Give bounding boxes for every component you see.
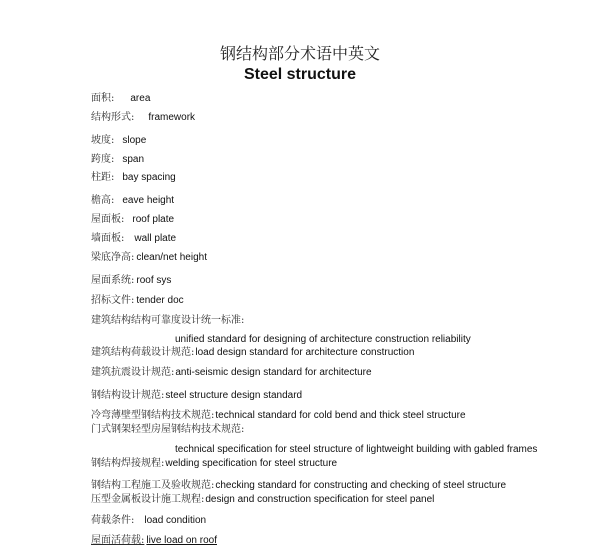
- term-row: [91, 111, 195, 124]
- title-english: Steel structure: [243, 66, 357, 83]
- term-en: framework: [148, 112, 196, 123]
- term-en: technical standard for cold bend and thick steel structure: [215, 410, 466, 421]
- term-cn: 荷载条件:: [91, 515, 135, 526]
- term-en: area: [130, 93, 151, 104]
- term-en: welding specification for steel structure: [165, 458, 338, 469]
- term-row: [91, 92, 150, 105]
- term-en: technical specification for steel structure of lightweight building with gabled frames: [175, 444, 538, 455]
- term-row: [91, 457, 337, 470]
- term-row: [91, 423, 244, 436]
- term-en: wall plate: [134, 233, 177, 244]
- term-row: [91, 134, 146, 147]
- term-cn: 坡度:: [91, 135, 115, 146]
- term-cn: 屋面板:: [91, 214, 125, 225]
- term-en: live load on roof: [146, 535, 217, 546]
- term-row: [91, 366, 372, 379]
- term-en: clean/net height: [136, 252, 207, 263]
- term-cn: 柱距:: [91, 172, 115, 183]
- term-cn: 屋面活荷载:: [91, 535, 145, 546]
- term-en: roof sys: [136, 275, 172, 286]
- term-row: [91, 409, 466, 422]
- term-cn: 结构形式:: [91, 112, 135, 123]
- term-cn: 面积:: [91, 93, 115, 104]
- term-row: [91, 153, 144, 166]
- term-en: roof plate: [132, 214, 175, 225]
- term-cn: 钢结构工程施工及验收规范:: [91, 480, 215, 491]
- term-row: [91, 346, 414, 359]
- term-cn: 门式钢架轻型房屋钢结构技术规范:: [91, 424, 245, 435]
- term-cn: 冷弯薄壁型钢结构技术规范:: [91, 410, 215, 421]
- term-en: eave height: [122, 195, 175, 206]
- term-row: [91, 514, 206, 527]
- term-row: [91, 389, 302, 402]
- term-row: [91, 479, 506, 492]
- term-row: [91, 251, 207, 264]
- term-cn: 压型金属板设计施工规程:: [91, 494, 205, 505]
- term-row-continuation: [175, 443, 537, 456]
- term-en: unified standard for designing of architecture construction reliability: [175, 334, 471, 345]
- term-cn: 跨度:: [91, 154, 115, 165]
- term-row: [91, 171, 176, 184]
- term-row: [91, 314, 244, 327]
- term-en: design and construction specification for steel panel: [205, 494, 435, 505]
- term-en: anti-seismic design standard for architecture: [175, 367, 372, 378]
- term-en: load design standard for architecture construction: [195, 347, 415, 358]
- term-row: [91, 274, 171, 287]
- term-cn: 建筑结构荷载设计规范:: [91, 347, 195, 358]
- term-row: [91, 493, 434, 506]
- title-chinese: 钢结构部分术语中英文: [219, 44, 380, 63]
- term-cn: 檐高:: [91, 195, 115, 206]
- term-en: slope: [122, 135, 147, 146]
- term-cn: 屋面系统:: [91, 275, 135, 286]
- term-cn: 墙面板:: [91, 233, 125, 244]
- term-row: [91, 534, 217, 547]
- term-en: load condition: [144, 515, 207, 526]
- term-cn: 梁底净高:: [91, 252, 135, 263]
- term-cn: 钢结构焊接规程:: [91, 458, 165, 469]
- term-en: checking standard for constructing and checking of steel structure: [215, 480, 507, 491]
- term-en: bay spacing: [122, 172, 176, 183]
- term-row: [91, 213, 174, 226]
- term-row: [91, 232, 176, 245]
- term-cn: 招标文件:: [91, 295, 135, 306]
- term-cn: 钢结构设计规范:: [91, 390, 165, 401]
- term-row-continuation: [175, 333, 471, 346]
- term-cn: 建筑抗震设计规范:: [91, 367, 175, 378]
- term-en: span: [122, 154, 145, 165]
- term-row: [91, 294, 184, 307]
- term-cn: 建筑结构结构可靠度设计统一标准:: [91, 315, 245, 326]
- term-en: steel structure design standard: [165, 390, 303, 401]
- term-en: tender doc: [136, 295, 184, 306]
- term-row: [91, 194, 174, 207]
